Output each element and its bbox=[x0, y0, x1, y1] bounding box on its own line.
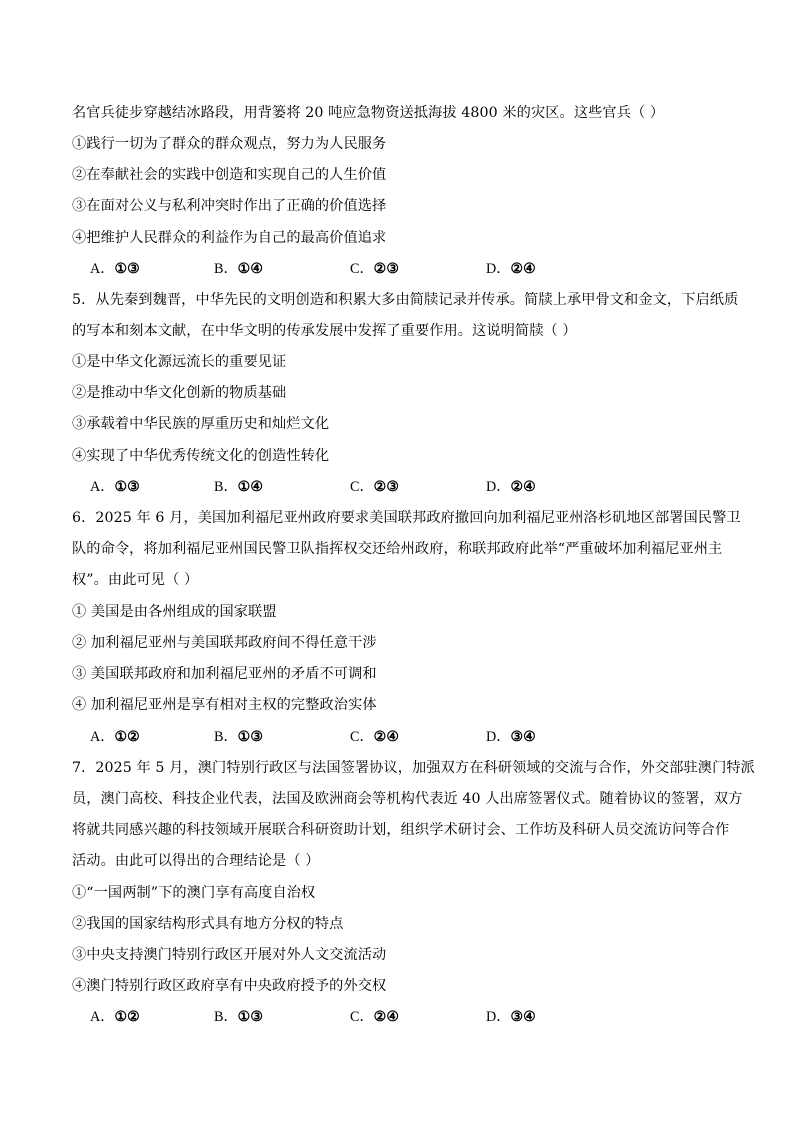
option-value: ①② bbox=[114, 1009, 140, 1025]
q6-stem-line: 6．2025 年 6 月，美国加利福尼亚州政府要求美国联邦政府撤回向加利福尼亚州洛杉矶地区部署国民警卫 bbox=[72, 510, 741, 526]
q7-stem-line: 活动。由此可以得出的合理结论是（ ） bbox=[72, 853, 320, 869]
option-key: A． bbox=[90, 729, 115, 745]
option-key: C． bbox=[350, 729, 374, 745]
option-value: ③④ bbox=[510, 729, 536, 745]
q6-item-2: ② 加利福尼亚州与美国联邦政府间不得任意干涉 bbox=[72, 635, 377, 651]
option-value: ①② bbox=[114, 729, 140, 745]
q5-item-3: ③承载着中华民族的厚重历史和灿烂文化 bbox=[72, 416, 330, 432]
q7-option-d bbox=[486, 1007, 536, 1027]
q6-option-a bbox=[90, 727, 140, 747]
option-key: B． bbox=[214, 729, 238, 745]
option-key: D． bbox=[486, 479, 511, 495]
option-value: ①③ bbox=[114, 261, 140, 277]
q4-item-2: ②在奉献社会的实践中创造和实现自己的人生价值 bbox=[72, 167, 387, 183]
q5-options bbox=[90, 477, 730, 497]
q4-options bbox=[90, 259, 730, 279]
q7-item-2: ②我国的国家结构形式具有地方分权的特点 bbox=[72, 916, 344, 932]
q6-item-1: ① 美国是由各州组成的国家联盟 bbox=[72, 604, 277, 620]
q7-item-4: ④澳门特别行政区政府享有中央政府授予的外交权 bbox=[72, 978, 387, 994]
option-key: B． bbox=[214, 479, 238, 495]
q7-option-b bbox=[214, 1007, 263, 1027]
q6-item-4: ④ 加利福尼亚州是享有相对主权的完整政治实体 bbox=[72, 697, 377, 713]
option-key: A． bbox=[90, 261, 115, 277]
option-key: B． bbox=[214, 1009, 238, 1025]
q7-stem-line: 员，澳门高校、科技企业代表，法国及欧洲商会等机构代表近 40 人出席签署仪式。随着协议的签署，双方 bbox=[72, 791, 743, 807]
q4-item-1: ①践行一切为了群众的群众观点，努力为人民服务 bbox=[72, 136, 387, 152]
q7-stem-line: 将就共同感兴趣的科技领域开展联合科研资助计划，组织学术研讨会、工作坊及科研人员交流访问等合作 bbox=[72, 822, 730, 838]
q5-stem-line: 5．从先秦到魏晋，中华先民的文明创造和积累大多由简牍记录并传承。简牍上承甲骨文和金文，下启纸质 bbox=[72, 292, 739, 308]
option-key: A． bbox=[90, 479, 115, 495]
option-value: ①④ bbox=[237, 479, 264, 495]
option-value: ③④ bbox=[510, 1009, 536, 1025]
option-value: ②④ bbox=[510, 261, 536, 277]
q5-option-a bbox=[90, 477, 140, 497]
option-value: ①③ bbox=[114, 479, 140, 495]
option-key: C． bbox=[350, 1009, 374, 1025]
q5-option-c bbox=[350, 477, 399, 497]
q5-option-b bbox=[214, 477, 263, 497]
q6-stem-line: 队的命令，将加利福尼亚州国民警卫队指挥权交还给州政府，称联邦政府此举“严重破坏加利福尼亚州主 bbox=[72, 541, 723, 557]
option-key: C． bbox=[350, 261, 374, 277]
q6-option-c bbox=[350, 727, 399, 747]
option-key: D． bbox=[486, 1009, 511, 1025]
option-value: ②③ bbox=[373, 261, 400, 277]
q4-option-b bbox=[214, 259, 263, 279]
option-value: ②③ bbox=[373, 479, 400, 495]
option-key: A． bbox=[90, 1009, 115, 1025]
option-value: ②④ bbox=[510, 479, 536, 495]
q4-option-c bbox=[350, 259, 399, 279]
q6-option-b bbox=[214, 727, 263, 747]
q7-option-c bbox=[350, 1007, 399, 1027]
option-value: ①④ bbox=[237, 261, 264, 277]
q4-option-a bbox=[90, 259, 140, 279]
option-key: D． bbox=[486, 261, 511, 277]
q5-option-d bbox=[486, 477, 536, 497]
q6-stem-line: 权”。由此可见（ ） bbox=[72, 572, 199, 588]
q5-item-1: ①是中华文化源远流长的重要见证 bbox=[72, 354, 287, 370]
q7-stem-line: 7．2025 年 5 月，澳门特别行政区与法国签署协议，加强双方在科研领域的交流与合作，外交部驻澳门特派 bbox=[72, 760, 755, 776]
option-value: ①③ bbox=[237, 729, 264, 745]
q4-item-4: ④把维护人民群众的利益作为自己的最高价值追求 bbox=[72, 230, 387, 246]
q7-item-1: ①“一国两制”下的澳门享有高度自治权 bbox=[72, 885, 316, 901]
q7-option-a bbox=[90, 1007, 140, 1027]
option-value: ②④ bbox=[373, 729, 400, 745]
option-key: C． bbox=[350, 479, 374, 495]
q7-item-3: ③中央支持澳门特别行政区开展对外人文交流活动 bbox=[72, 947, 387, 963]
q5-stem-line: 的写本和刻本文献，在中华文明的传承发展中发挥了重要作用。这说明简牍（ ） bbox=[72, 323, 577, 339]
q5-item-4: ④实现了中华优秀传统文化的创造性转化 bbox=[72, 448, 330, 464]
q5-item-2: ②是推动中华文化创新的物质基础 bbox=[72, 385, 287, 401]
option-key: B． bbox=[214, 261, 238, 277]
option-key: D． bbox=[486, 729, 511, 745]
option-value: ②④ bbox=[373, 1009, 400, 1025]
q4-item-3: ③在面对公义与私利冲突时作出了正确的价值选择 bbox=[72, 198, 387, 214]
q7-options bbox=[90, 1007, 730, 1027]
q6-options bbox=[90, 727, 730, 747]
q6-item-3: ③ 美国联邦政府和加利福尼亚州的矛盾不可调和 bbox=[72, 666, 377, 682]
q6-option-d bbox=[486, 727, 536, 747]
option-value: ①③ bbox=[237, 1009, 264, 1025]
q4-option-d bbox=[486, 259, 536, 279]
q4-stem-line: 名官兵徒步穿越结冰路段，用背篓将 20 吨应急物资送抵海拔 4800 米的灾区。这些官兵（ ） bbox=[72, 105, 665, 121]
